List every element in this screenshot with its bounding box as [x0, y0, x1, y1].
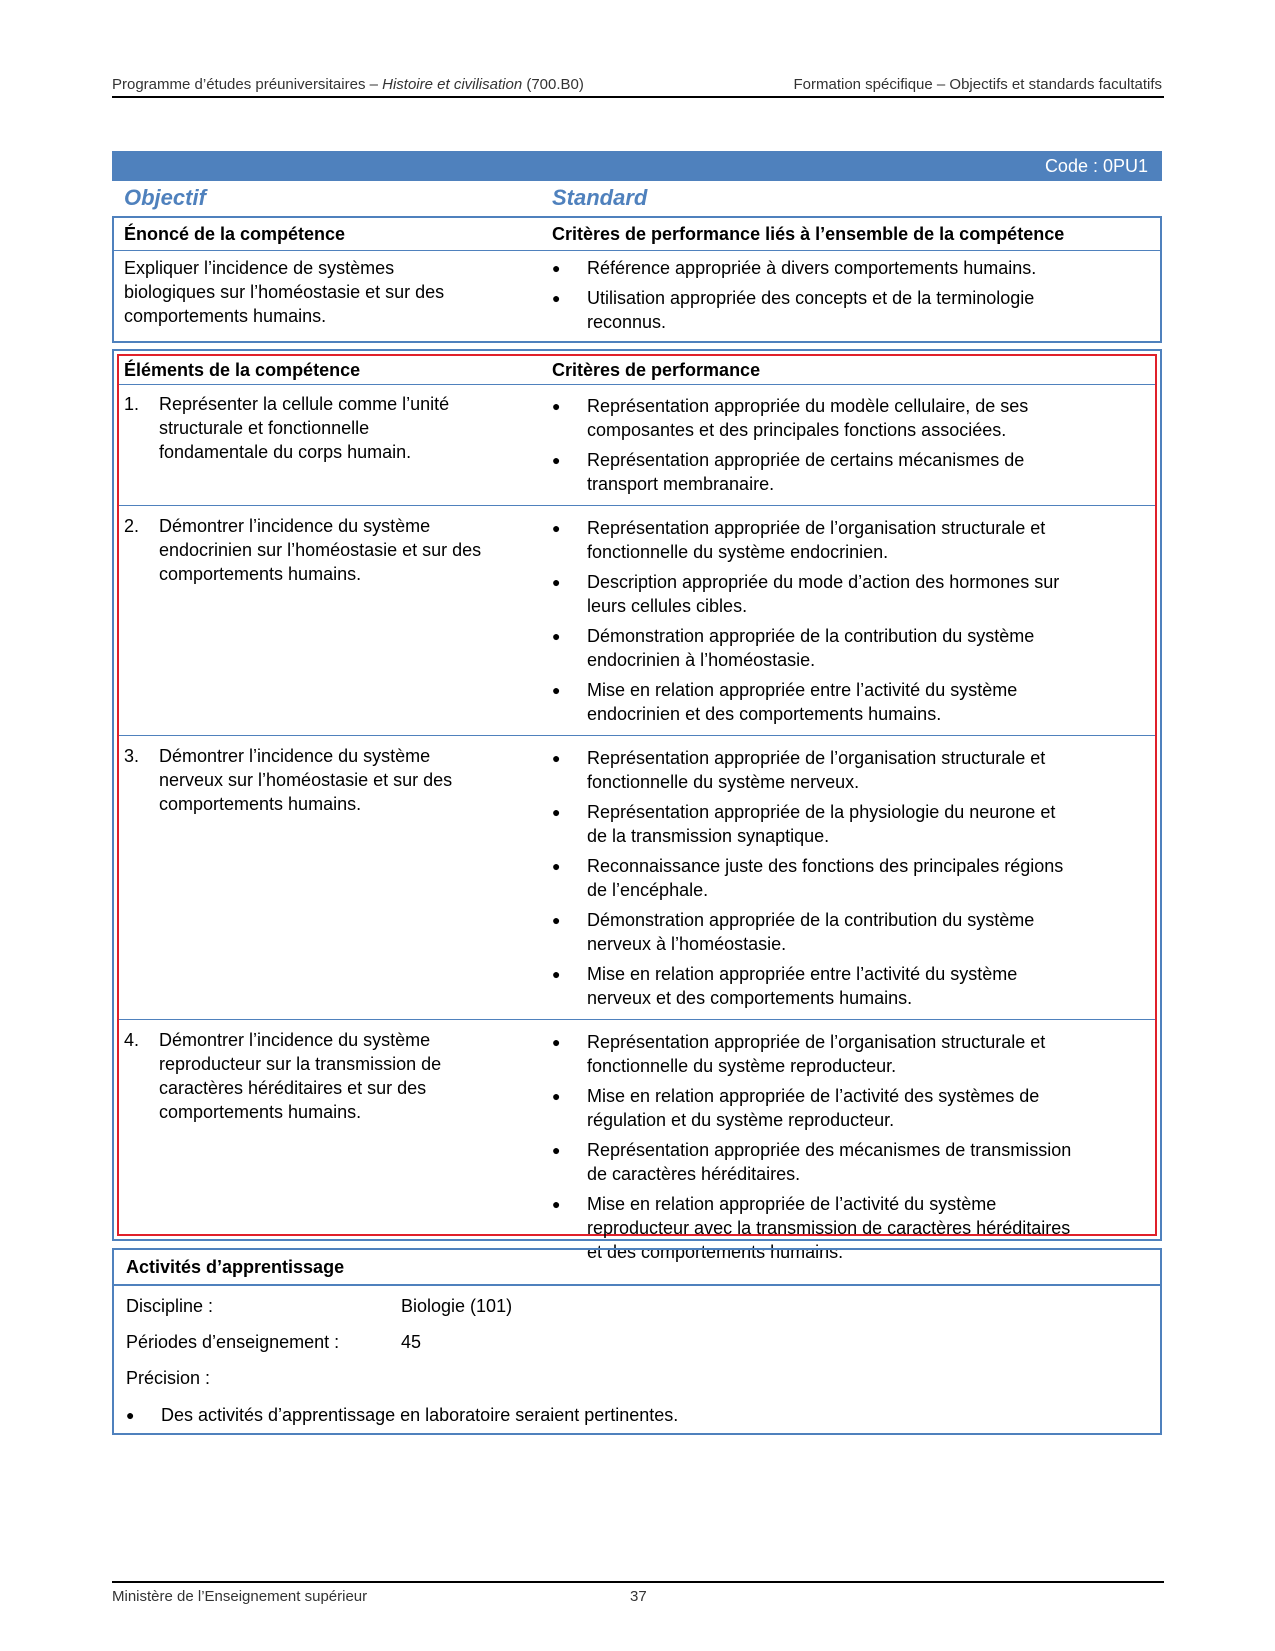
- criteria-line: Démonstration appropriée de la contribution du système: [587, 626, 1035, 646]
- element-line: comportements humains.: [159, 564, 362, 584]
- criteria-line: Démonstration appropriée de la contribution du système: [587, 910, 1035, 930]
- element-line: fondamentale du corps humain.: [159, 442, 412, 462]
- criteria-bullet: ●: [552, 804, 561, 820]
- competence-divider: [114, 250, 1160, 251]
- code-bar: [112, 151, 1162, 181]
- criteria-line: nerveux et des comportements humains.: [587, 988, 913, 1008]
- code-label: Code : 0PU1: [1044, 156, 1148, 176]
- header-program-title: Histoire et civilisation: [382, 76, 523, 93]
- criteria-bullet: ●: [552, 966, 561, 982]
- header-rule: [112, 96, 1164, 98]
- header-program-prefix: Programme d’études préuniversitaires –: [112, 76, 383, 93]
- criteria-line: Représentation appropriée de certains mécanismes de: [587, 450, 1025, 470]
- criteria-line: Représentation appropriée de l’organisation structurale et: [587, 748, 1046, 768]
- element-number: 1.: [124, 394, 140, 414]
- criteria-line: fonctionnelle du système nerveux.: [587, 772, 860, 792]
- element-line: structurale et fonctionnelle: [159, 418, 370, 438]
- criteria-line: de la transmission synaptique.: [587, 826, 830, 846]
- element-line: endocrinien sur l’homéostasie et sur des: [159, 540, 482, 560]
- objectif-label: Objectif: [124, 185, 206, 210]
- criteria-line: Mise en relation appropriée de l’activité des systèmes de: [587, 1086, 1040, 1106]
- performance-heading: Critères de performance: [552, 360, 761, 380]
- periodes-value: 45: [401, 1332, 422, 1352]
- criteria-bullet: ●: [552, 912, 561, 928]
- criteria-line: Représentation appropriée de l’organisation structurale et: [587, 518, 1046, 538]
- activites-box: [112, 1248, 1162, 1435]
- element-line: comportements humains.: [159, 794, 362, 814]
- element-line: comportements humains.: [159, 1102, 362, 1122]
- element-divider: [119, 735, 1155, 736]
- criteria-line: de caractères héréditaires.: [587, 1164, 801, 1184]
- criteria-bullet: ●: [552, 628, 561, 644]
- criteria-bullet: ●: [552, 1142, 561, 1158]
- criteria-bullet: ●: [552, 750, 561, 766]
- enonce-heading: Énoncé de la compétence: [124, 224, 346, 244]
- criteria-line: endocrinien à l’homéostasie.: [587, 650, 816, 670]
- criteria-line: fonctionnelle du système endocrinien.: [587, 542, 889, 562]
- criteria-bullet: ●: [552, 452, 561, 468]
- criteria-bullet: ●: [552, 1088, 561, 1104]
- activites-title: Activités d’apprentissage: [126, 1257, 345, 1277]
- criteria-bullet: ●: [552, 858, 561, 874]
- criteria-line: composantes et des principales fonctions associées.: [587, 420, 1007, 440]
- criteria-line: Représentation appropriée des mécanismes de transmission: [587, 1140, 1072, 1160]
- elements-inner-frame: [117, 354, 1157, 1262]
- element-line: Démontrer l’incidence du système: [159, 1030, 431, 1050]
- element-line: Représenter la cellule comme l’unité: [159, 394, 450, 414]
- elements-head-divider: [119, 384, 1155, 385]
- enonce-line: Expliquer l’incidence de systèmes: [124, 258, 395, 278]
- criteria-line: fonctionnelle du système reproducteur.: [587, 1056, 897, 1076]
- discipline-label: Discipline :: [126, 1296, 214, 1316]
- standard-label: Standard: [552, 185, 648, 210]
- criteria-line: Représentation appropriée de la physiologie du neurone et: [587, 802, 1056, 822]
- element-line: caractères héréditaires et sur des: [159, 1078, 427, 1098]
- ensemble-criteria-line: Utilisation appropriée des concepts et de la terminologie: [587, 288, 1035, 308]
- element-divider: [119, 505, 1155, 506]
- criteria-line: Mise en relation appropriée entre l’activité du système: [587, 964, 1018, 984]
- criteria-line: de l’encéphale.: [587, 880, 709, 900]
- criteria-bullet: ●: [552, 260, 561, 276]
- criteria-line: Description appropriée du mode d’action des hormones sur: [587, 572, 1060, 592]
- element-line: reproducteur sur la transmission de: [159, 1054, 442, 1074]
- criteria-bullet: ●: [552, 290, 561, 306]
- element-number: 2.: [124, 516, 140, 536]
- discipline-value: Biologie (101): [401, 1296, 513, 1316]
- criteria-line: Représentation appropriée du modèle cellulaire, de ses: [587, 396, 1029, 416]
- footer-ministry: Ministère de l’Enseignement supérieur: [112, 1588, 368, 1605]
- ensemble-criteria-line: Référence appropriée à divers comportements humains.: [587, 258, 1037, 278]
- ensemble-criteria-line: reconnus.: [587, 312, 667, 332]
- criteria-bullet: ●: [552, 1196, 561, 1212]
- competence-box: [112, 216, 1162, 343]
- criteria-line: Mise en relation appropriée de l’activité du système: [587, 1194, 997, 1214]
- activites-bullet-text: Des activités d’apprentissage en laboratoire seraient pertinentes.: [161, 1405, 679, 1425]
- element-line: Démontrer l’incidence du système: [159, 516, 431, 536]
- periodes-label: Périodes d’enseignement :: [126, 1332, 340, 1352]
- criteria-line: Représentation appropriée de l’organisation structurale et: [587, 1032, 1046, 1052]
- header-program: [112, 76, 584, 93]
- enonce-line: biologiques sur l’homéostasie et sur des: [124, 282, 445, 302]
- criteres-ensemble-heading: Critères de performance liés à l’ensemble de la compétence: [552, 224, 1065, 244]
- page-number: 37: [630, 1588, 647, 1605]
- element-line: nerveux sur l’homéostasie et sur des: [159, 770, 453, 790]
- criteria-bullet: ●: [552, 1034, 561, 1050]
- criteria-line: et des comportements humains.: [587, 1242, 844, 1262]
- header-section: Formation spécifique – Objectifs et standards facultatifs: [793, 76, 1162, 93]
- criteria-bullet: ●: [552, 574, 561, 590]
- elements-box: [112, 349, 1162, 1262]
- criteria-bullet: ●: [552, 520, 561, 536]
- element-divider: [119, 1019, 1155, 1020]
- criteria-line: régulation et du système reproducteur.: [587, 1110, 895, 1130]
- footer-rule: [112, 1581, 1164, 1583]
- activites-header: [114, 1250, 1160, 1286]
- element-number: 4.: [124, 1030, 140, 1050]
- criteria-line: nerveux à l’homéostasie.: [587, 934, 787, 954]
- enonce-line: comportements humains.: [124, 306, 327, 326]
- criteria-line: leurs cellules cibles.: [587, 596, 748, 616]
- criteria-line: endocrinien et des comportements humains.: [587, 704, 942, 724]
- criteria-line: Reconnaissance juste des fonctions des principales régions: [587, 856, 1064, 876]
- precision-label: Précision :: [126, 1368, 211, 1388]
- activites-bullet: ●: [126, 1407, 135, 1423]
- criteria-bullet: ●: [552, 398, 561, 414]
- elements-heading: Éléments de la compétence: [124, 360, 361, 380]
- criteria-line: reproducteur avec la transmission de caractères héréditaires: [587, 1218, 1071, 1238]
- header-program-code: (700.B0): [522, 76, 584, 93]
- element-line: Démontrer l’incidence du système: [159, 746, 431, 766]
- criteria-line: Mise en relation appropriée entre l’activité du système: [587, 680, 1018, 700]
- element-number: 3.: [124, 746, 140, 766]
- criteria-bullet: ●: [552, 682, 561, 698]
- criteria-line: transport membranaire.: [587, 474, 775, 494]
